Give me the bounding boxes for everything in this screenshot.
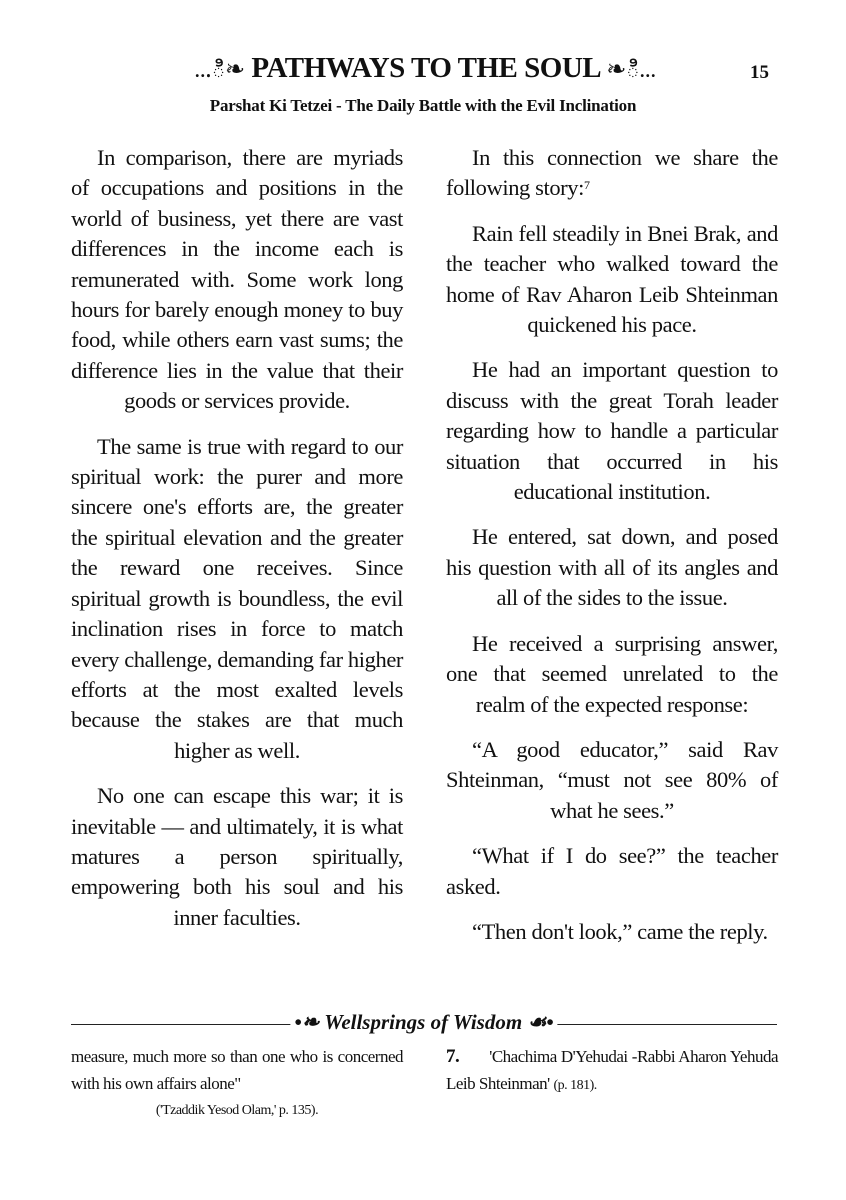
paragraph-intro <box>446 143 778 204</box>
footnote-number: 7. <box>446 1046 460 1067</box>
paragraph: He received a surprising answer, one that seemed unrelated to the realm of the expected response: <box>446 630 778 717</box>
paragraph: He had an important question to discuss with the great Torah leader regarding how to handle a particular situation that occurred in his educational institution. <box>446 357 778 505</box>
ornament-left-icon: ...ి❧ <box>194 57 245 83</box>
footnote-divider <box>71 1012 777 1036</box>
ornament-icon: ☙• <box>522 1010 554 1034</box>
footnote-7 <box>446 1043 778 1099</box>
right-column <box>446 143 778 962</box>
footnote-left <box>71 1043 403 1124</box>
paragraph: He entered, sat down, and posed his question with all of its angles and all of the sides to the issue. <box>446 524 778 611</box>
footnote-text: 'Chachima D'Yehudai -Rabbi Aharon Yehuda Leib Shteinman' <box>446 1047 778 1093</box>
paragraph: In comparison, there are myriads of occupations and positions in the world of business, yet there are vast differences in the income each is remunerated with. Some work long hours for barely enough money to buy food, while others earn vast sums; the difference lies in the value that their goods or services provide. <box>71 145 403 414</box>
paragraph: “A good educator,” said Rav Shteinman, “must not see 80% of what he sees.” <box>446 736 778 823</box>
paragraph: “What if I do see?” the teacher asked. <box>446 843 778 899</box>
divider-text: Wellsprings of Wisdom <box>324 1010 523 1034</box>
paragraph: Rain fell steadily in Bnei Brak, and the teacher who walked toward the home of Rav Aharon Leib Shteinman quickened his pace. <box>446 220 778 338</box>
intro-text: In this connection we share the following story: <box>446 145 778 201</box>
paragraph: “Then don't look,” came the reply. <box>472 918 768 944</box>
page-number: 15 <box>750 62 769 83</box>
footnote-ref: 7 <box>583 178 590 193</box>
ornament-icon: •❧ <box>294 1010 325 1034</box>
footnote-citation: (p. 181). <box>553 1078 597 1093</box>
running-title <box>130 52 720 89</box>
footnote-text: measure, much more so than one who is concerned with his own affairs alone" <box>71 1047 403 1093</box>
footnote-citation: ('Tzaddik Yesod Olam,' p. 135). <box>155 1103 319 1118</box>
divider-label <box>290 1010 557 1035</box>
paragraph: The same is true with regard to our spiritual work: the purer and more sincere one's efforts are, the greater the spiritual elevation and the greater the reward one receives. Since spiritual growth is boundless, the evil inclination rises in force to match every challenge, demanding far higher efforts at the most exalted levels because the stakes are that much higher as well. <box>71 433 403 763</box>
ornament-right-icon: ❧ి... <box>606 57 656 83</box>
chapter-subtitle: Parshat Ki Tetzei - The Daily Battle with the Evil Inclination <box>209 96 637 115</box>
left-column <box>71 143 403 948</box>
book-title: PATHWAYS TO THE SOUL <box>251 52 600 84</box>
footnote-right <box>446 1043 778 1099</box>
paragraph: No one can escape this war; it is inevitable — and ultimately, it is what matures a person spiritually, empowering both his soul and his inner faculties. <box>71 783 403 930</box>
